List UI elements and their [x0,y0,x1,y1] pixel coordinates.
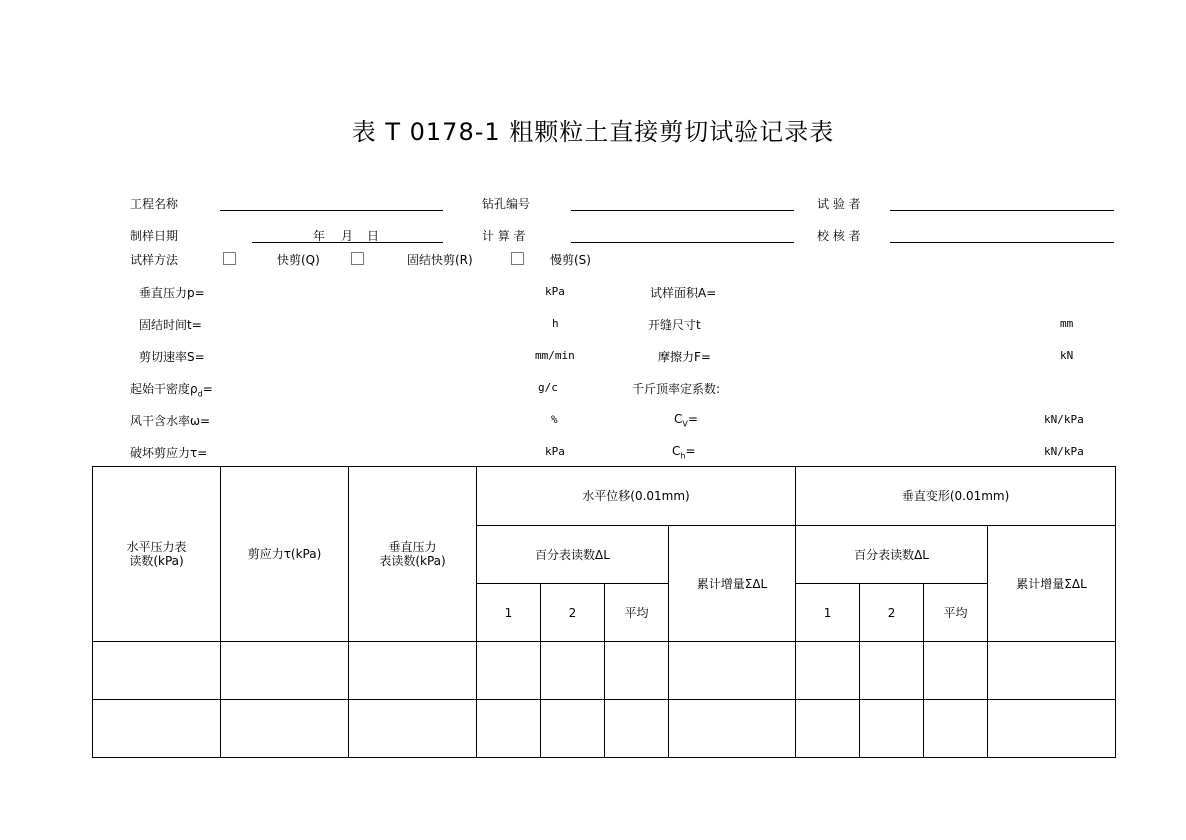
tester-label: 试 验 者 [817,197,861,211]
consolidated-quick-label: 固结快剪(R) [407,253,473,267]
failure-stress-unit: kPa [545,445,565,458]
table-cell[interactable] [605,700,669,758]
table-cell[interactable] [924,700,988,758]
friction-unit: kN [1060,349,1074,362]
vertical-reading-1-header: 1 [796,584,860,642]
checker-field[interactable] [890,242,1114,243]
vertical-reading-avg-header: 平均 [924,584,988,642]
table-cell[interactable] [860,700,924,758]
checker-label: 校 核 者 [817,229,861,243]
vertical-pressure-unit: kPa [545,285,565,298]
table-cell[interactable] [541,642,605,700]
sample-area-label: 试样面积A= [650,286,717,300]
cv-label: $C_V=$ [674,412,698,429]
horizontal-reading-2-header: 2 [541,584,605,642]
month-label: 月 [341,229,354,243]
consolidated-quick-checkbox[interactable] [351,252,364,265]
calculator-label: 计 算 者 [482,229,526,243]
horizontal-reading-avg-header: 平均 [605,584,669,642]
ch-label: $C_h=$ [672,444,696,461]
horizontal-reading-1-header: 1 [477,584,541,642]
vertical-deformation-header: 垂直变形(0.01mm) [796,467,1116,526]
horizontal-dial-reading-header: 百分表读数ΔL [477,526,669,584]
table-cell[interactable] [221,642,349,700]
horizontal-displacement-header: 水平位移(0.01mm) [477,467,796,526]
friction-label: 摩擦力F= [658,350,711,364]
day-label: 日 [367,229,380,243]
horizontal-cumulative-header: 累计增量ΣΔL [669,526,796,642]
quick-shear-label: 快剪(Q) [277,253,320,267]
table-row [93,642,1116,700]
table-cell[interactable] [477,700,541,758]
table-cell[interactable] [924,642,988,700]
slow-shear-label: 慢剪(S) [550,253,591,267]
consolidation-time-unit: h [552,317,559,330]
table-cell[interactable] [93,700,221,758]
date-label: 制样日期 [130,229,179,243]
tester-field[interactable] [890,210,1114,211]
vertical-reading-2-header: 2 [860,584,924,642]
initial-density-label: 起始干密度$\rho_d=$ [130,382,213,399]
table-cell[interactable] [349,642,477,700]
horizontal-gauge-header: 水平压力表 读数(kPa) [93,467,221,642]
borehole-no-label: 钻孔编号 [482,197,531,211]
borehole-no-field[interactable] [571,210,794,211]
jack-coeff-label: 千斤顶率定系数: [632,382,721,396]
table-cell[interactable] [669,700,796,758]
year-label: 年 [313,229,326,243]
table-cell[interactable] [605,642,669,700]
table-cell[interactable] [796,700,860,758]
vertical-cumulative-header: 累计增量ΣΔL [988,526,1116,642]
failure-stress-label: 破坏剪应力τ= [130,446,208,460]
quick-shear-checkbox[interactable] [223,252,236,265]
project-name-label: 工程名称 [130,197,179,211]
initial-density-unit: g/c [538,381,558,394]
vertical-pressure-label: 垂直压力p= [139,286,205,300]
table-cell[interactable] [988,700,1116,758]
table-cell[interactable] [796,642,860,700]
calculator-field[interactable] [571,242,794,243]
table-cell[interactable] [477,642,541,700]
table-row [93,700,1116,758]
project-name-field[interactable] [220,210,443,211]
table-cell[interactable] [221,700,349,758]
gap-size-unit: mm [1060,317,1074,330]
ch-unit: kN/kPa [1044,445,1084,458]
shear-test-table [92,466,1116,758]
table-cell[interactable] [860,642,924,700]
vertical-dial-reading-header: 百分表读数ΔL [796,526,988,584]
shear-rate-label: 剪切速率S= [139,350,205,364]
table-cell[interactable] [988,642,1116,700]
table-cell[interactable] [541,700,605,758]
shear-rate-unit: mm/min [535,349,575,362]
table-cell[interactable] [93,642,221,700]
shear-stress-header: 剪应力τ(kPa) [221,467,349,642]
gap-size-label: 开缝尺寸t [648,318,701,332]
table-cell[interactable] [669,642,796,700]
slow-shear-checkbox[interactable] [511,252,524,265]
consolidation-time-label: 固结时间t= [139,318,202,332]
method-label: 试样方法 [130,253,179,267]
table-cell[interactable] [349,700,477,758]
page-title: 表 T 0178-1 粗颗粒土直接剪切试验记录表 [351,118,835,146]
cv-unit: kN/kPa [1044,413,1084,426]
moisture-label: 风干含水率ω= [130,414,211,428]
moisture-unit: % [551,413,558,426]
vertical-gauge-header: 垂直压力 表读数(kPa) [349,467,477,642]
